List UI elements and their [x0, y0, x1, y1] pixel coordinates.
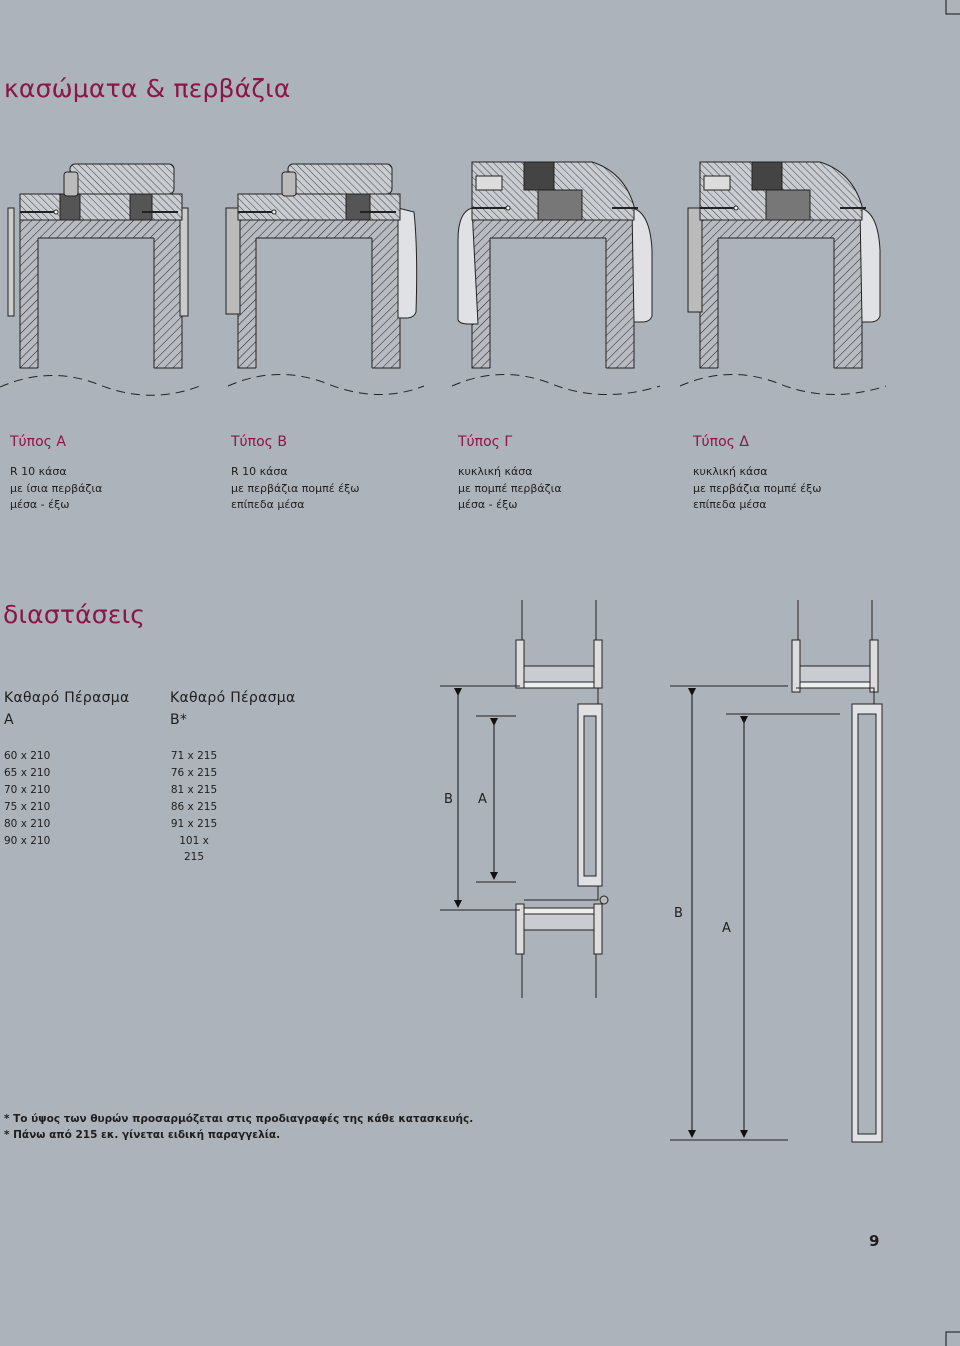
- list-item: 60 x 210: [4, 750, 51, 762]
- list-item: 90 x 210: [4, 834, 51, 847]
- list-item: 70 x 210: [4, 783, 51, 796]
- frame-drawing-type-c: [458, 162, 652, 388]
- type-c-block: [458, 434, 562, 514]
- type-a-description: R 10 κάσα με ίσια περβάζια μέσα - έξω: [10, 465, 103, 511]
- type-d-title: Τύπος Δ: [693, 434, 749, 450]
- list-item: 101 x 215: [179, 834, 209, 864]
- type-d-block: [693, 434, 821, 514]
- right-label-a: A: [722, 921, 731, 936]
- list-item: 75 x 210: [4, 800, 51, 813]
- left-label-a: A: [478, 792, 487, 807]
- type-c-title: Τύπος Γ: [458, 434, 513, 450]
- list-item: 80 x 210: [4, 817, 51, 830]
- list-item: 76 x 215: [170, 766, 218, 779]
- footnote-item: * Το ύψος των θυρών προσαρμόζεται στις προδιαγραφές της κάθε κατασκευής.: [4, 1113, 474, 1125]
- type-a-block: [10, 434, 102, 514]
- frame-drawing-type-a: [8, 164, 188, 388]
- type-b-title: Τύπος Β: [231, 434, 287, 450]
- col-a-list: [4, 748, 50, 849]
- list-item: 81 x 215: [170, 783, 218, 796]
- type-a-title: Τύπος Α: [10, 434, 66, 450]
- col-b-header: Καθαρό Πέρασμα Β*: [170, 690, 296, 728]
- type-d-description: κυκλική κάσα με περβάζια πομπέ έξω επίπεδα μέσα: [693, 465, 822, 511]
- list-item: 86 x 215: [170, 800, 218, 813]
- section-title: διαστάσεις: [3, 600, 146, 629]
- type-c-description: κυκλική κάσα με πομπέ περβάζια μέσα - έξω: [458, 465, 562, 511]
- page-number: 9: [869, 1232, 880, 1250]
- left-label-b: B: [444, 792, 453, 807]
- col-b-list: [170, 748, 218, 866]
- page-title: κασώματα & περβάζια: [4, 74, 291, 103]
- footnote-item: * Πάνω από 215 εκ. γίνεται ειδική παραγγελία.: [4, 1128, 281, 1141]
- right-label-b: B: [674, 906, 683, 921]
- type-b-block: [231, 434, 359, 514]
- list-item: 91 x 215: [170, 817, 218, 830]
- door-diagram-right: [660, 600, 900, 1160]
- list-item: 71 x 215: [170, 750, 218, 762]
- frame-drawing-type-d: [688, 162, 880, 388]
- type-b-description: R 10 κάσα με περβάζια πομπέ έξω επίπεδα μέσα: [231, 465, 360, 511]
- list-item: 65 x 210: [4, 766, 51, 779]
- footnotes: [4, 1112, 473, 1143]
- frame-drawing-type-b: [226, 164, 417, 388]
- col-a-header: Καθαρό Πέρασμα Α: [4, 690, 130, 728]
